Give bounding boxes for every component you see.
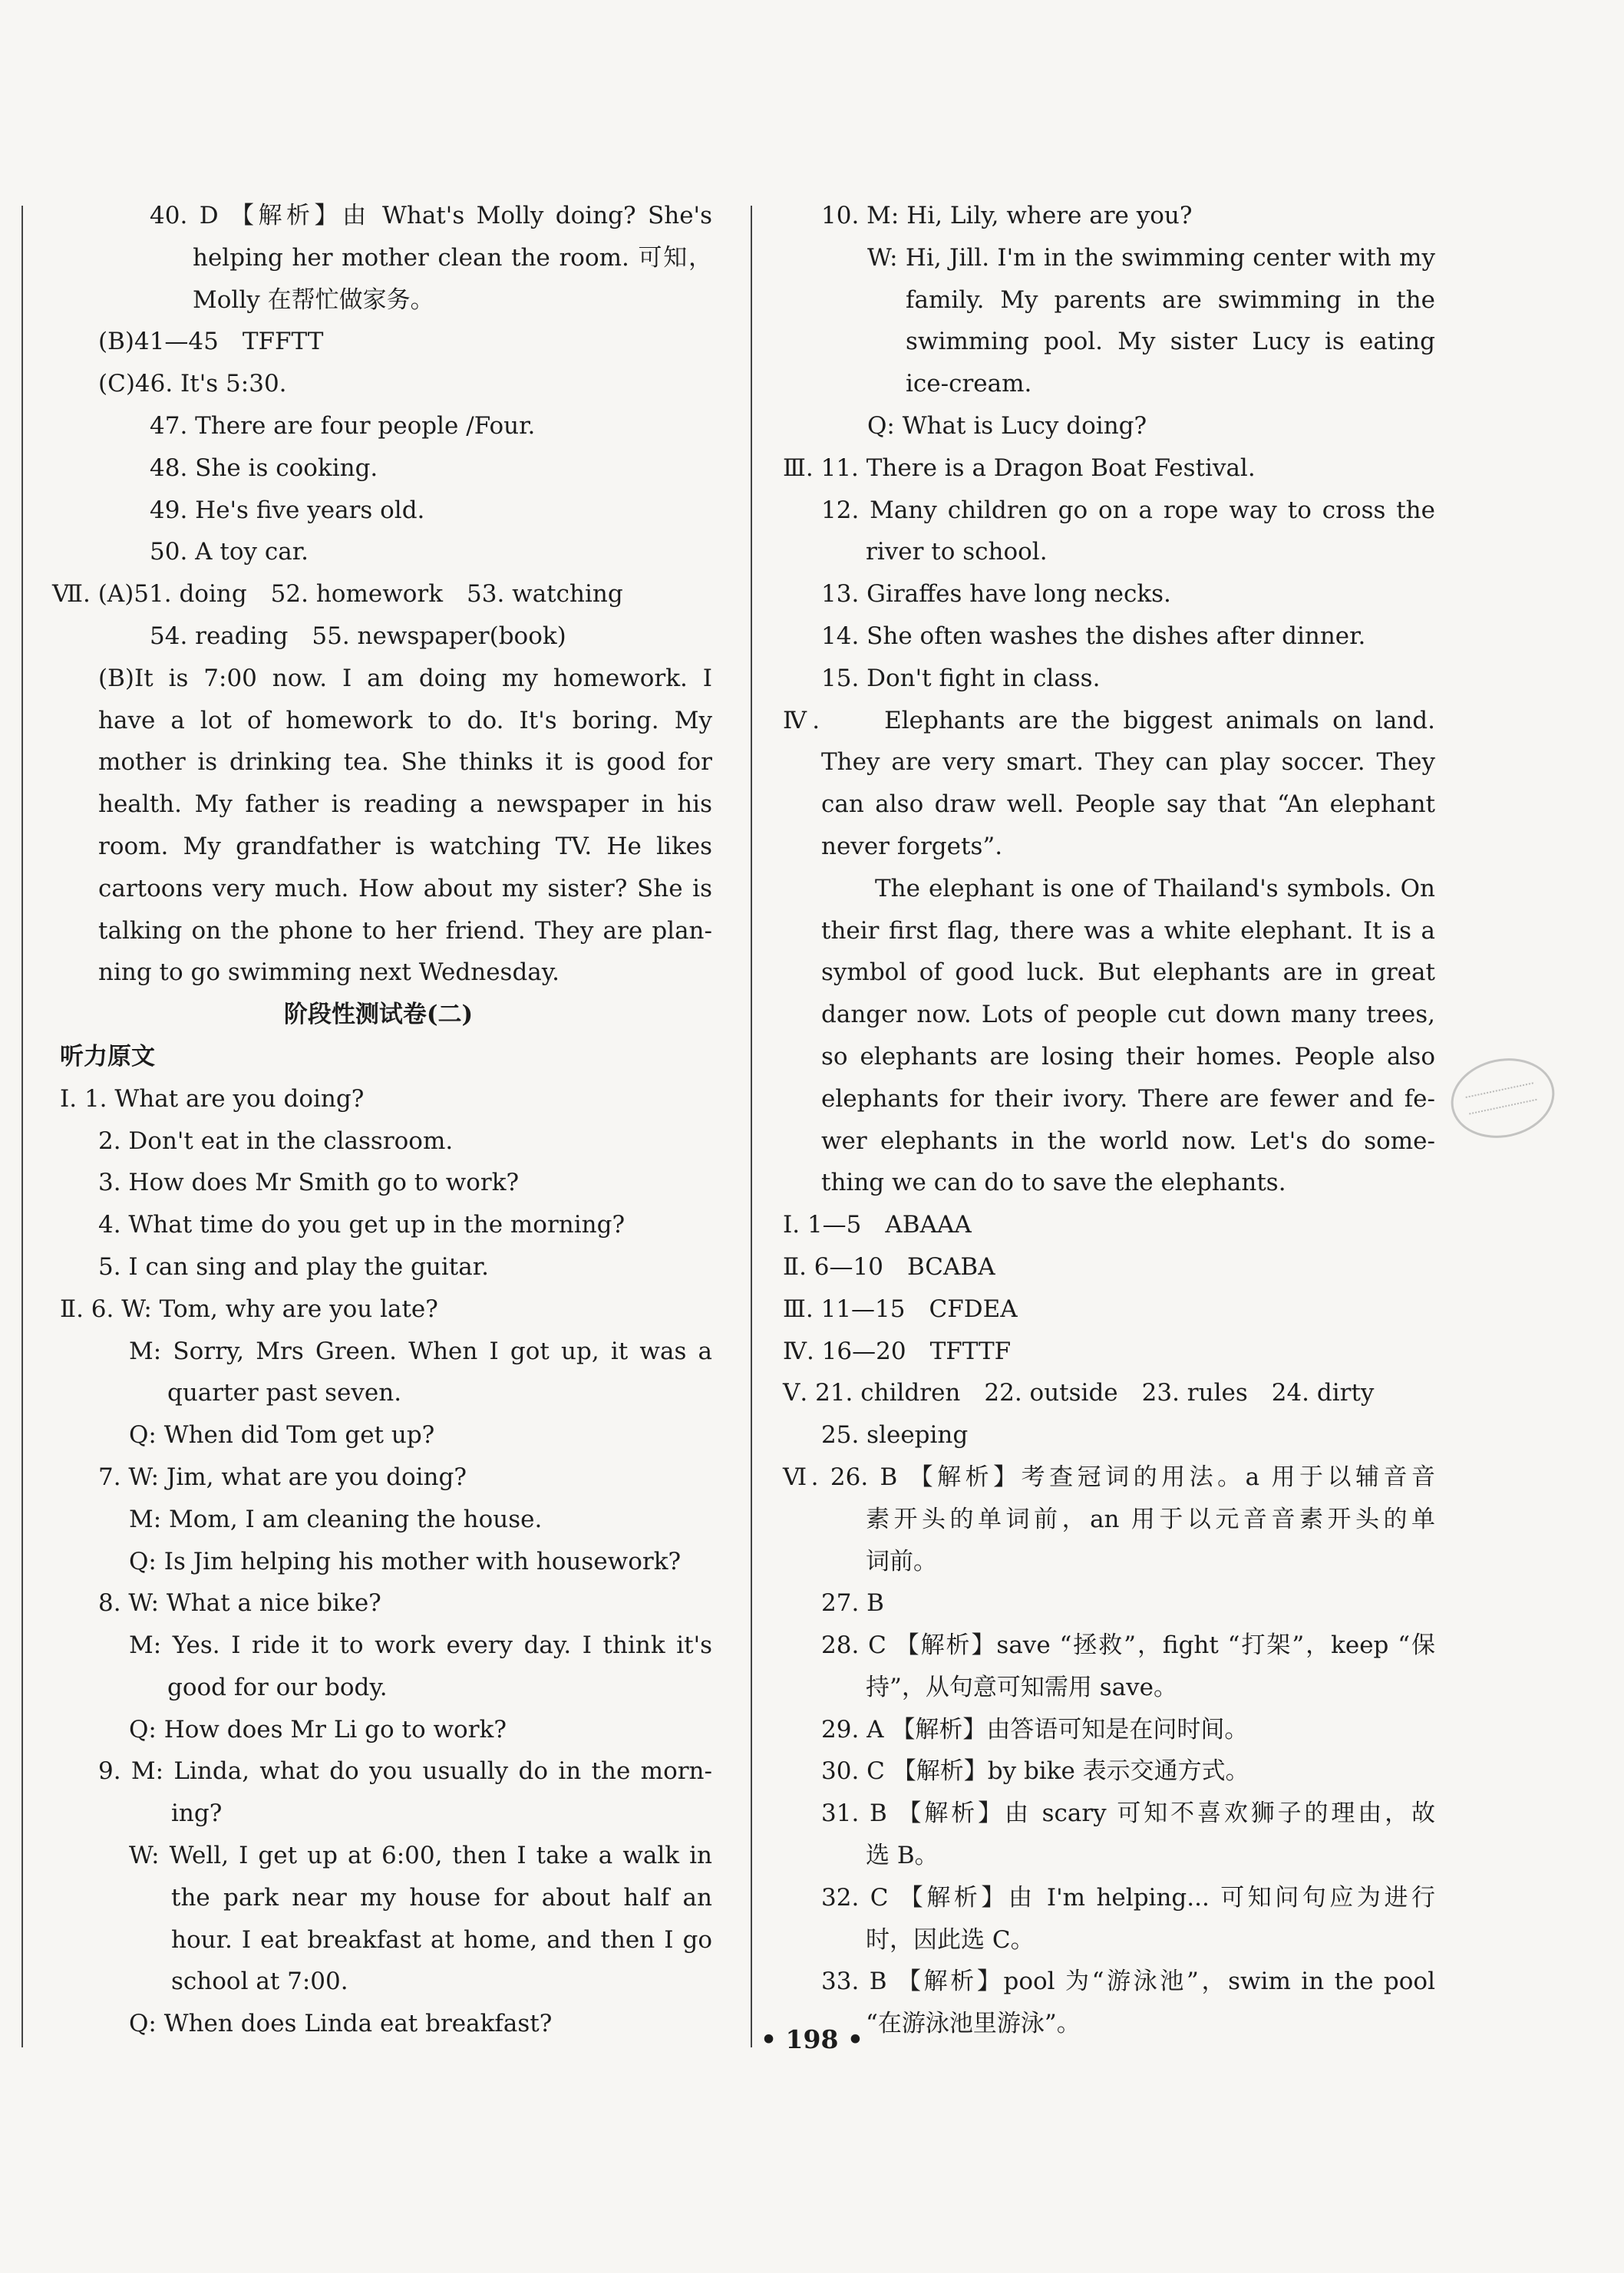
text-line: hour. I eat breakfast at home, and then I go	[171, 1925, 712, 1954]
text-line: 3. How does Mr Smith go to work?	[98, 1169, 520, 1197]
text-line: 28. C 【解析】save “拯救”，fight “打架”，keep “保	[821, 1631, 1435, 1660]
text-line: M: Yes. I ride it to work every day. I think it's	[129, 1631, 712, 1660]
text-line: Q: Is Jim helping his mother with housework?	[129, 1547, 682, 1575]
text-line: 7. W: Jim, what are you doing?	[98, 1463, 467, 1491]
text-line: 50. A toy car.	[150, 538, 309, 566]
text-line: They are very smart. They can play soccer. They	[821, 748, 1435, 777]
text-line: “在游泳池里游泳”。	[866, 2010, 1081, 2038]
left-margin-rule	[21, 206, 23, 2047]
text-line: Ⅱ. 6—10 BCABA	[783, 1252, 995, 1281]
text-line: 9. M: Linda, what do you usually do in the morn-	[98, 1757, 712, 1786]
text-line: Q: How does Mr Li go to work?	[129, 1715, 507, 1744]
right-column	[775, 195, 1435, 2045]
text-line: 8. W: What a nice bike?	[98, 1589, 381, 1618]
text-line: ning to go swimming next Wednesday.	[98, 958, 560, 987]
text-line: thing we can do to save the elephants.	[821, 1169, 1286, 1197]
text-line: danger now. Lots of people cut down many trees,	[821, 1001, 1435, 1029]
text-line: 33. B 【解析】pool 为“游泳池”，swim in the pool	[821, 1968, 1435, 1996]
text-line: 12. Many children go on a rope way to cross the	[821, 496, 1435, 524]
text-line: 阶段性测试卷(二)	[283, 1001, 474, 1029]
text-line: have a lot of homework to do. It's boring. My	[98, 706, 712, 734]
text-line: 54. reading 55. newspaper(book)	[150, 622, 566, 650]
text-line: W: Well, I get up at 6:00, then I take a walk in	[129, 1842, 712, 1870]
text-line: helping her mother clean the room. 可知，	[193, 243, 712, 272]
text-line: room. My grandfather is watching TV. He likes	[98, 832, 712, 860]
text-line: Ⅲ. 11—15 CFDEA	[783, 1295, 1018, 1323]
text-line: Q: When did Tom get up?	[129, 1421, 435, 1450]
text-line: 29. A 【解析】由答语可知是在问时间。	[821, 1715, 1249, 1744]
text-line: 持”，从句意可知需用 save。	[866, 1673, 1177, 1701]
text-line: Ⅱ. 6. W: Tom, why are you late?	[60, 1295, 438, 1323]
text-line: (B)41—45 TFFTT	[98, 328, 324, 356]
text-line: (B)It is 7:00 now. I am doing my homework. I	[98, 664, 712, 692]
text-line: Ⅴ. 21. children 22. outside 23. rules 24. dirty	[783, 1379, 1375, 1407]
text-line: so elephants are losing their homes. People also	[821, 1042, 1435, 1071]
text-line: 40. D 【解析】由 What's Molly doing? She's	[150, 202, 712, 229]
text-line: M: Sorry, Mrs Green. When I got up, it was a	[129, 1337, 712, 1365]
text-line: 14. She often washes the dishes after dinner.	[821, 622, 1366, 650]
text-line: river to school.	[866, 538, 1048, 566]
text-line: Q: When does Linda eat breakfast?	[129, 2010, 553, 2038]
text-line: M: Mom, I am cleaning the house.	[129, 1505, 543, 1533]
text-line: symbol of good luck. But elephants are in great	[821, 958, 1435, 987]
text-line: family. My parents are swimming in the	[906, 285, 1435, 314]
text-line: ice-cream.	[906, 370, 1032, 398]
text-line: 13. Giraffes have long necks.	[821, 580, 1171, 609]
text-line: The elephant is one of Thailand's symbols. On	[875, 874, 1435, 902]
text-line: 4. What time do you get up in the morning?	[98, 1211, 626, 1239]
text-line: Molly 在帮忙做家务。	[193, 285, 434, 314]
text-line: the park near my house for about half an	[171, 1883, 712, 1912]
text-line: never forgets”.	[821, 832, 1003, 860]
text-line: mother is drinking tea. She thinks it is good for	[98, 748, 712, 777]
text-line: quarter past seven.	[167, 1379, 402, 1407]
text-line: elephants for their ivory. There are fewer and fe-	[821, 1084, 1435, 1113]
text-line: 49. He's five years old.	[150, 496, 425, 524]
text-line: Ⅳ. 16—20 TFTTF	[783, 1337, 1012, 1365]
text-line: Q: What is Lucy doing?	[867, 411, 1147, 440]
text-line: W: Hi, Jill. I'm in the swimming center with my	[867, 243, 1435, 272]
text-line: 素开头的单词前，an 用于以元音音素开头的单	[866, 1505, 1435, 1533]
text-line: Ⅲ. 11. There is a Dragon Boat Festival.	[783, 454, 1256, 482]
text-line: 15. Don't fight in class.	[821, 664, 1101, 692]
text-line: school at 7:00.	[171, 1968, 348, 1996]
text-line: cartoons very much. How about my sister? She is	[98, 874, 712, 902]
text-line: swimming pool. My sister Lucy is eating	[906, 328, 1435, 356]
left-column	[45, 195, 712, 2045]
text-line: 31. B 【解析】由 scary 可知不喜欢狮子的理由，故	[821, 1800, 1435, 1828]
text-line: (C)46. It's 5:30.	[98, 370, 287, 398]
text-line: ing?	[171, 1800, 223, 1828]
text-line: 10. M: Hi, Lily, where are you?	[821, 202, 1193, 229]
text-line: 32. C 【解析】由 I'm helping... 可知问句应为进行	[821, 1883, 1435, 1912]
text-line: 47. There are four people /Four.	[150, 411, 536, 440]
text-line: 27. B	[821, 1589, 884, 1618]
text-line: can also draw well. People say that “An elephant	[821, 790, 1435, 819]
text-line: 时，因此选 C。	[866, 1925, 1035, 1954]
text-line: health. My father is reading a newspaper in his	[98, 790, 712, 819]
text-line: Ⅶ. (A)51. doing 52. homework 53. watching	[52, 580, 623, 609]
text-line: wer elephants in the world now. Let's do some-	[821, 1127, 1435, 1155]
text-line: 48. She is cooking.	[150, 454, 378, 482]
page-number: • 198 •	[760, 2024, 864, 2054]
text-line: Ⅳ. Elephants are the biggest animals on land.	[783, 706, 1435, 734]
text-line: 30. C 【解析】by bike 表示交通方式。	[821, 1757, 1249, 1786]
text-line: Ⅵ. 26. B 【解析】考查冠词的用法。a 用于以辅音音	[783, 1463, 1435, 1491]
text-line: 25. sleeping	[821, 1421, 969, 1450]
text-line: good for our body.	[167, 1673, 388, 1701]
text-line: 5. I can sing and play the guitar.	[98, 1252, 489, 1281]
watermark-stamp	[1444, 1049, 1562, 1147]
text-line: 听力原文	[60, 1042, 155, 1071]
text-line: talking on the phone to her friend. They are plan-	[98, 916, 712, 945]
text-line: 选 B。	[866, 1842, 939, 1870]
text-line: Ⅰ. 1. What are you doing?	[60, 1084, 365, 1113]
text-line: their first flag, there was a white elephant. It is a	[821, 916, 1435, 945]
text-line: Ⅰ. 1—5 ABAAA	[783, 1211, 972, 1239]
text-line: 2. Don't eat in the classroom.	[98, 1127, 454, 1155]
column-divider	[751, 206, 752, 2047]
text-line: 词前。	[866, 1547, 937, 1575]
